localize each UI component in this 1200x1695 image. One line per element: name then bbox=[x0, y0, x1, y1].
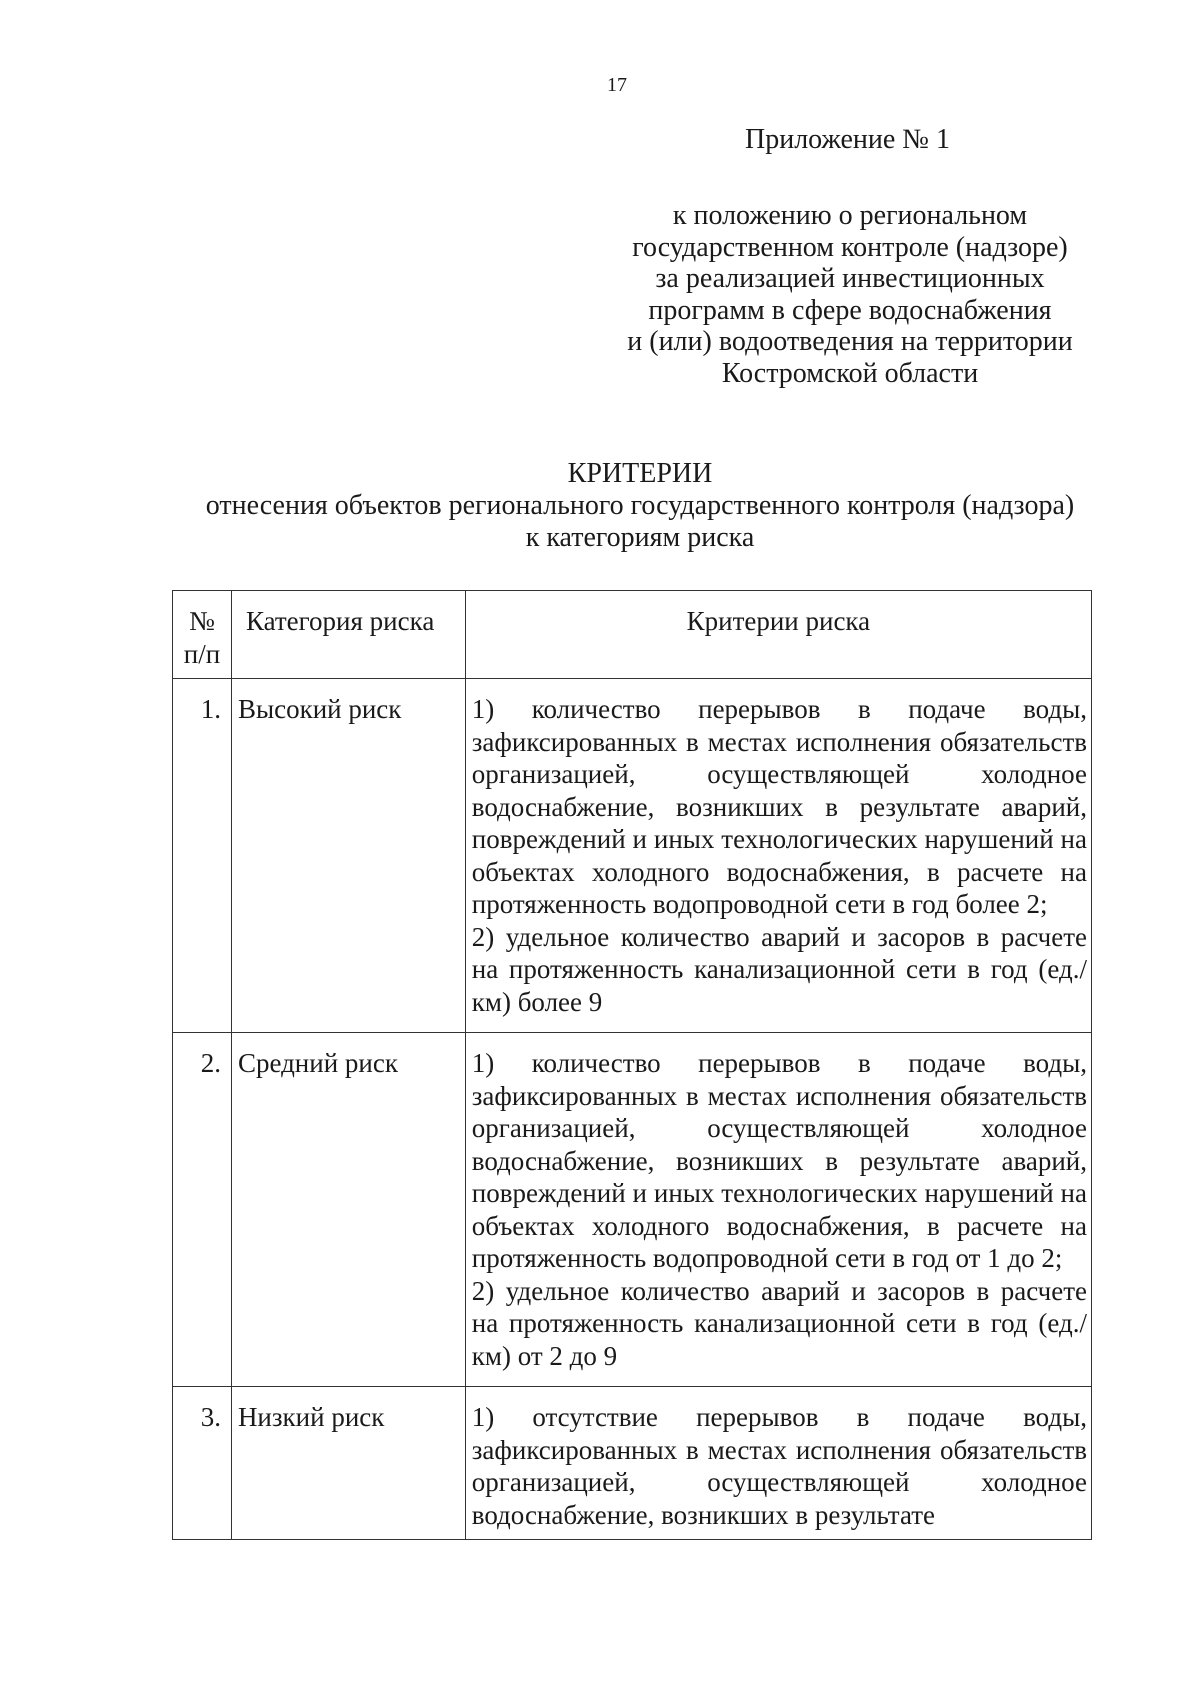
page-number: 17 bbox=[607, 74, 627, 96]
row-criteria bbox=[465, 679, 1091, 1033]
row-criteria bbox=[465, 1387, 1091, 1540]
appendix-subtitle-line: к положению о региональном bbox=[672, 200, 1028, 231]
appendix-subtitle-line: и (или) водоотведения на территории bbox=[627, 326, 1073, 357]
header-number: № п/п bbox=[173, 591, 232, 679]
table-row bbox=[173, 1387, 1092, 1540]
heading-title: КРИТЕРИИ bbox=[567, 458, 713, 489]
appendix-subtitle-line: программ в сфере водоснабжения bbox=[648, 294, 1052, 326]
appendix-subtitle bbox=[600, 200, 1100, 389]
header-criteria: Критерии риска bbox=[465, 591, 1091, 679]
heading-subtitle-line: отнесения объектов регионального государственного контроля (надзора) bbox=[205, 490, 1075, 521]
criteria-item: 2) удельное количество аварий и засоров в расчете на протяженность канализационной сети в год (ед./км) более 9 bbox=[471, 921, 1087, 1017]
table-header-row bbox=[173, 591, 1092, 679]
row-category: Высокий риск bbox=[231, 679, 465, 1033]
appendix-subtitle-line: Костромской области bbox=[721, 357, 979, 389]
header-category: Категория риска bbox=[231, 591, 465, 679]
row-category: Средний риск bbox=[231, 1033, 465, 1387]
row-criteria bbox=[465, 1033, 1091, 1387]
appendix-subtitle-line: за реализацией инвестиционных bbox=[655, 263, 1045, 294]
criteria-heading bbox=[0, 458, 1200, 554]
criteria-item: 2) удельное количество аварий и засоров в расчете на протяженность канализационной сети в год (ед./км) от 2 до 9 bbox=[471, 1275, 1087, 1371]
row-number: 1. bbox=[173, 679, 232, 1033]
appendix-title: Приложение № 1 bbox=[745, 124, 950, 155]
row-category: Низкий риск bbox=[231, 1387, 465, 1540]
criteria-item: 1) отсутствие перерывов в подаче воды, зафиксированных в местах исполнения обязательств организацией, осуществляющей холодное водоснабжение, возникших в результате bbox=[471, 1402, 1087, 1530]
appendix-subtitle-line: государственном контроле (надзоре) bbox=[632, 231, 1068, 263]
table-row bbox=[173, 679, 1092, 1033]
row-number: 2. bbox=[173, 1033, 232, 1387]
risk-criteria-table bbox=[172, 590, 1092, 1540]
row-number: 3. bbox=[173, 1387, 232, 1540]
criteria-item: 1) количество перерывов в подаче воды, зафиксированных в местах исполнения обязательств организацией, осуществляющей холодное водоснабжение, возникших в результате аварий, повреждений и иных технологических нарушений на объектах холодного водоснабжения, в расчете на протяженность водопроводной сети в год от 1 до 2; bbox=[471, 1048, 1087, 1273]
table-row bbox=[173, 1033, 1092, 1387]
heading-subtitle-line: к категориям риска bbox=[525, 522, 755, 553]
criteria-item: 1) количество перерывов в подаче воды, зафиксированных в местах исполнения обязательств организацией, осуществляющей холодное водоснабжение, возникших в результате аварий, повреждений и иных технологических нарушений на объектах холодного водоснабжения, в расчете на протяженность водопроводной сети в год более 2; bbox=[471, 694, 1087, 919]
